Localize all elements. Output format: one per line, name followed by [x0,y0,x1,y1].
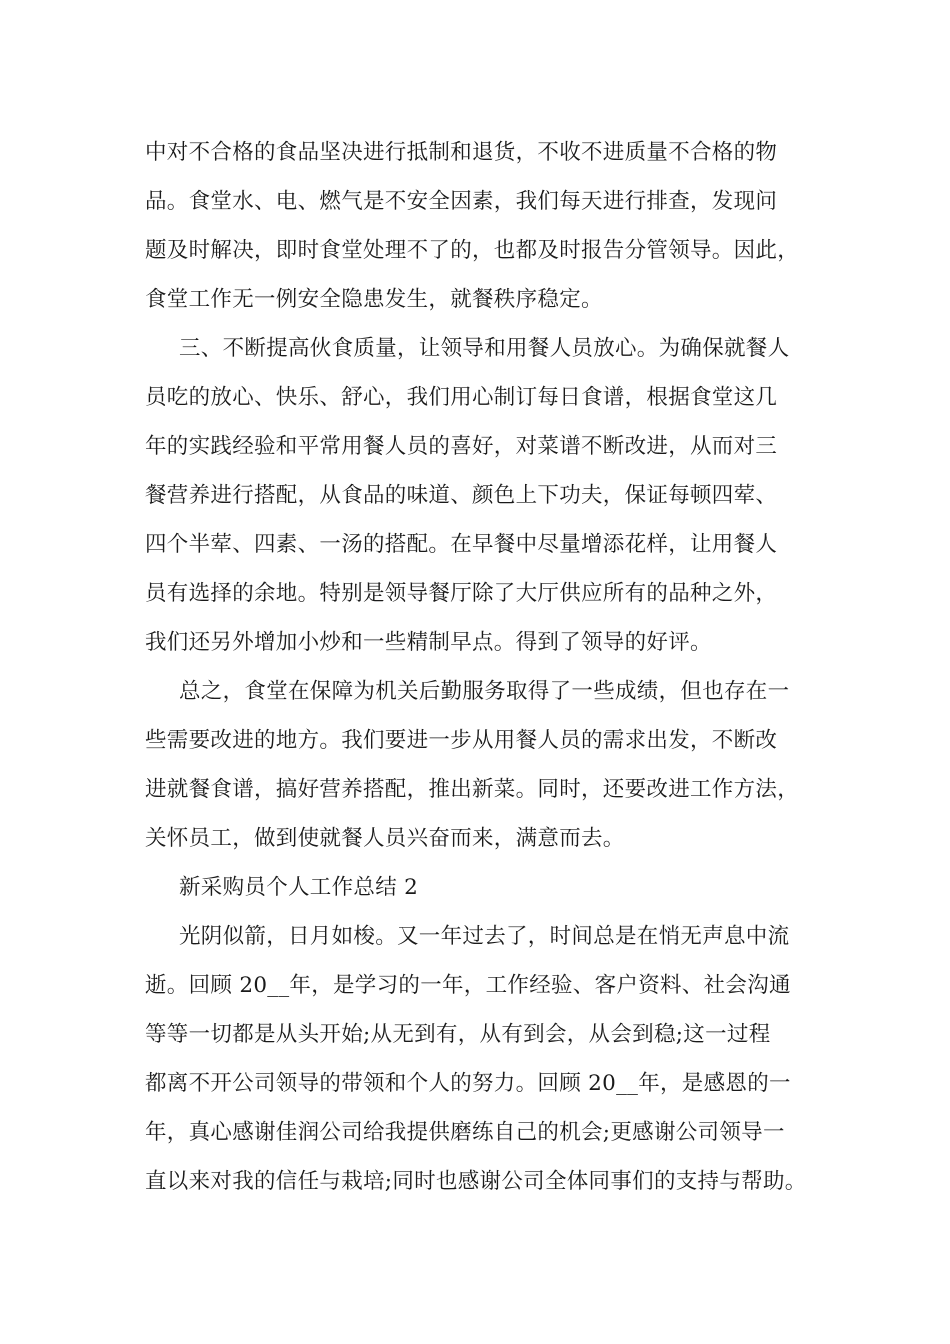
text-line: 总之，食堂在保障为机关后勤服务取得了一些成绩，但也存在一 [179,679,790,704]
document-body [145,128,825,1206]
text-line: 关怀员工，做到使就餐人员兴奋而来，满意而去。 [145,826,625,851]
text-line: 四个半荤、四素、一汤的搭配。在早餐中尽量增添花样，让用餐人 [145,532,778,557]
text-line: 员吃的放心、快乐、舒心，我们用心制订每日食谱，根据食堂这几 [145,385,778,410]
text-line: 我们还另外增加小炒和一些精制早点。得到了领导的好评。 [145,630,712,655]
text-line: 新采购员个人工作总结 2 [179,875,419,900]
text-line: 光阴似箭，日月如梭。又一年过去了，时间总是在悄无声息中流 [179,924,790,949]
text-line: 逝。回顾 20__年，是学习的一年，工作经验、客户资料、社会沟通 [145,973,791,998]
text-line: 食堂工作无一例安全隐患发生，就餐秩序稳定。 [145,287,603,312]
text-line: 年，真心感谢佳润公司给我提供磨练自己的机会;更感谢公司领导一 [145,1120,785,1145]
text-line: 等等一切都是从头开始;从无到有，从有到会，从会到稳;这一过程 [145,1022,771,1047]
text-line: 进就餐食谱，搞好营养搭配，推出新菜。同时，还要改进工作方法， [145,777,800,802]
text-line: 些需要改进的地方。我们要进一步从用餐人员的需求出发，不断改 [145,728,778,753]
text-line: 中对不合格的食品坚决进行抵制和退货，不收不进质量不合格的物 [145,140,778,165]
text-line: 品。食堂水、电、燃气是不安全因素，我们每天进行排查，发现问 [145,189,778,214]
text-line: 三、不断提高伙食质量，让领导和用餐人员放心。为确保就餐人 [179,336,790,361]
text-line: 题及时解决，即时食堂处理不了的，也都及时报告分管领导。因此， [145,238,800,263]
text-line: 直以来对我的信任与栽培;同时也感谢公司全体同事们的支持与帮助。 [145,1169,807,1194]
text-line: 员有选择的余地。特别是领导餐厅除了大厅供应所有的品种之外， [145,581,778,606]
text-line: 年的实践经验和平常用餐人员的喜好，对菜谱不断改进，从而对三 [145,434,778,459]
text-line: 餐营养进行搭配，从食品的味道、颜色上下功夫，保证每顿四荤、 [145,483,778,508]
text-line: 都离不开公司领导的带领和个人的努力。回顾 20__年，是感恩的一 [145,1071,791,1096]
